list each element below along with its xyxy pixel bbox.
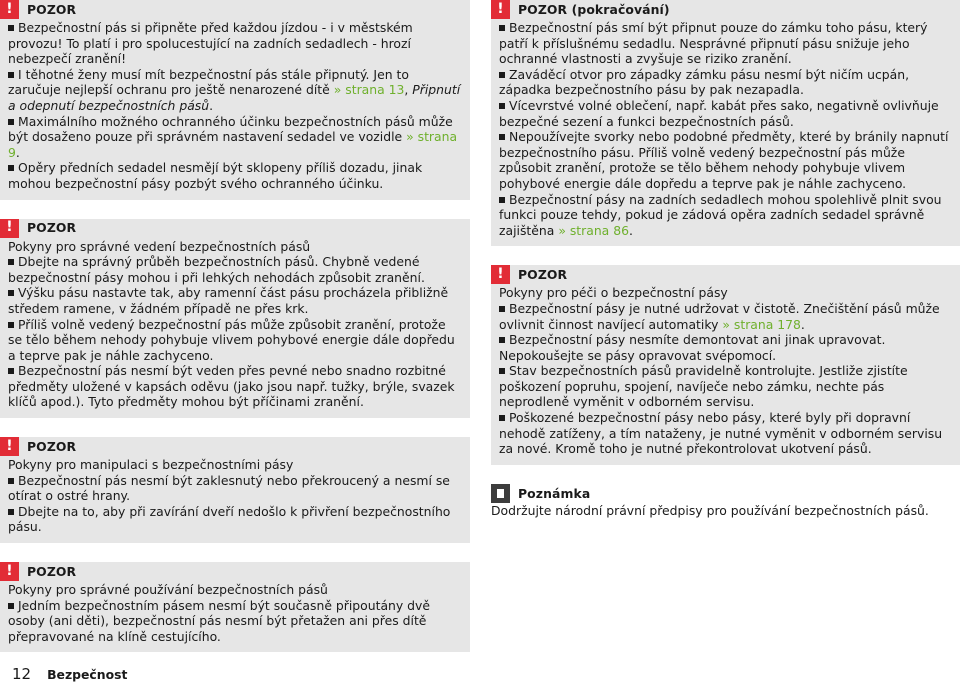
list-item: Dbejte na správný průběh bezpečnostních pásů. Chybně vedené bezpečnostní pásy mohou i při lehkých nehodách způsobit zranění. (8, 254, 425, 285)
warning-icon: ! (0, 219, 19, 238)
list-item: Vícevrstvé volné oblečení, např. kabát přes sako, negativně ovlivňuje bezpečné sezení a funkci bezpečnostních pásů. (499, 97, 939, 129)
warning-title: POZOR (27, 1, 77, 17)
left-column (0, 0, 470, 671)
list-item: Bezpečnostní pás smí být připnut pouze do zámku toho pásu, který patří k příslušnému sedadlu. Nesprávné připnutí pásu snižuje jeho ochranné vlastnosti a zvyšuje se riziko zranění. (499, 20, 928, 67)
warning-header (0, 219, 462, 238)
list-item: Bezpečnostní pásy na zadních sedadlech mohou spolehlivě plnit svou funkci pouze tehdy, pokud je zádová opěra zadních sedadel správně zajištěna » strana 86. (499, 191, 942, 238)
bullet-icon (499, 197, 505, 203)
warning-box-continued (491, 0, 960, 246)
warning-title: POZOR (27, 563, 77, 579)
list-item: Zaváděcí otvor pro západky zámku pásu nesmí být ničím ucpán, západka bezpečnostního pásu by pak nezapadla. (499, 66, 910, 98)
warning-header (491, 0, 952, 19)
list-item: Bezpečnostní pás nesmí být veden přes pevné nebo snadno rozbitné předměty uložené v kapsách oděvu (jako jsou např. tužky, brýle, svazek klíčů apod.). Tyto předměty mohou být příčinami zranění. (8, 363, 455, 410)
warning-box-seatbelt-general (0, 0, 470, 200)
page-reference-link[interactable]: » strana 178 (722, 316, 801, 332)
list-item: Bezpečnostní pásy nesmíte demontovat ani jinak upravovat. Nepokoušejte se pásy opravovat svépomocí. (499, 332, 886, 363)
list-item: Bezpečnostní pásy je nutné udržovat v čistotě. Znečištění pásů může ovlivnit činnost navíjecí automatiky » strana 178. (499, 300, 940, 332)
warning-box-belt-usage (0, 562, 470, 652)
list-item: Nepoužívejte svorky nebo podobné předměty, které by bránily napnutí bezpečnostního pásu. Příliš volně vedený bezpečnostní pás může způsobit zranění, protože se tělo během nehody pohybuje vlivem pohybové energie dále dopředu a teprve pak je náhle zachyceno. (499, 129, 949, 191)
warning-header (0, 437, 462, 456)
warning-subtitle: Pokyny pro manipulaci s bezpečnostními pásy (8, 457, 294, 473)
warning-header (491, 265, 952, 284)
section-reference: Připnutí a odepnutí bezpečnostních pásů (8, 82, 461, 113)
bullet-icon (8, 478, 14, 484)
list-item: Příliš volně vedený bezpečnostní pás může způsobit zranění, protože se tělo během nehody pohybuje vlivem pohybové energie dále dopředu a teprve pak je náhle zachyceno. (8, 316, 455, 363)
page-reference-link[interactable]: » strana 86 (558, 222, 629, 238)
list-item: Jedním bezpečnostním pásem nesmí být současně připoutány dvě osoby (ani děti), bezpečnostní pás nesmí být přetažen ani přes dítě přepravované na klíně cestujícího. (8, 597, 430, 644)
list-item: Výšku pásu nastavte tak, aby ramenní část pásu procházela přibližně středem ramene, v žádném případě ne přes krk. (8, 285, 449, 316)
bullet-icon (8, 119, 14, 125)
note-box (491, 484, 960, 519)
warning-icon: ! (0, 562, 19, 581)
bullet-icon (499, 337, 505, 343)
warning-icon: ! (0, 437, 19, 456)
note-header (491, 484, 960, 503)
warning-title: POZOR (pokračování) (518, 1, 670, 17)
bullet-icon (8, 72, 14, 78)
warning-box-belt-care (491, 265, 960, 465)
warning-box-belt-handling (0, 437, 470, 543)
page-footer (12, 665, 127, 683)
bullet-icon (499, 306, 505, 312)
bullet-icon (8, 290, 14, 296)
bullet-icon (8, 165, 14, 171)
list-item: Dbejte na to, aby při zavírání dveří nedošlo k přivření bezpečnostního pásu. (8, 503, 451, 535)
warning-icon: ! (491, 265, 510, 284)
bullet-icon (499, 134, 505, 140)
note-icon (491, 484, 510, 503)
bullet-icon (499, 415, 505, 421)
warning-icon: ! (0, 0, 19, 19)
warning-header (0, 0, 462, 19)
note-title: Poznámka (518, 485, 591, 501)
warning-title: POZOR (27, 438, 77, 454)
warning-header (0, 562, 462, 581)
bullet-icon (8, 25, 14, 31)
bullet-icon (8, 603, 14, 609)
bullet-icon (8, 259, 14, 265)
bullet-icon (8, 322, 14, 328)
section-name: Bezpečnost (47, 666, 128, 682)
list-item: Maximálního možného ochranného účinku bezpečnostních pásů může být dosaženo pouze při správném nastavení sedadel ve vozidle » strana 9. (8, 113, 458, 160)
page-number: 12 (12, 665, 32, 683)
bullet-icon (499, 103, 505, 109)
list-item: Bezpečnostní pás nesmí být zaklesnutý nebo překroucený a nesmí se otírat o ostré hrany. (8, 472, 450, 504)
bullet-icon (499, 72, 505, 78)
warning-box-belt-routing (0, 219, 470, 419)
note-text: Dodržujte národní právní předpisy pro používání bezpečnostních pásů. (491, 502, 929, 518)
warning-subtitle: Pokyny pro péči o bezpečnostní pásy (499, 285, 728, 301)
warning-icon: ! (491, 0, 510, 19)
bullet-icon (8, 509, 14, 515)
list-item: Poškozené bezpečnostní pásy nebo pásy, které byly při dopravní nehodě zatíženy, a tím nataženy, je nutné vyměnit v odborném servisu za nové. Kromě toho je nutné překontrolovat ukotvení pásů. (499, 410, 943, 457)
list-item: I těhotné ženy musí mít bezpečnostní pás stále připnutý. Jen to zaručuje nejlepší ochranu pro ještě nenarozené dítě » strana 13, Připnutí a odepnutí bezpečnostních pásů. (8, 66, 461, 113)
warning-title: POZOR (518, 267, 568, 283)
list-item: Opěry předních sedadel nesmějí být sklopeny příliš dozadu, jinak mohou bezpečnostní pásy pozbýt svého ochranného účinku. (8, 160, 423, 191)
bullet-icon (499, 25, 505, 31)
warning-subtitle: Pokyny pro správné používání bezpečnostních pásů (8, 582, 328, 598)
warning-title: POZOR (27, 220, 77, 236)
bullet-icon (8, 368, 14, 374)
warning-subtitle: Pokyny pro správné vedení bezpečnostních pásů (8, 238, 311, 254)
right-column (491, 0, 960, 518)
list-item: Stav bezpečnostních pásů pravidelně kontrolujte. Jestliže zjistíte poškození popruhu, spojení, navíječe nebo zámku, nechte pás neprodleně vyměnit v odborném servisu. (499, 363, 908, 410)
page-reference-link[interactable]: » strana 13 (333, 82, 405, 98)
list-item: Bezpečnostní pás si připněte před každou jízdou - i v městském provozu! To platí i pro spolucestující na zadních sedadlech - hrozí nebezpečí zranění! (8, 20, 413, 67)
page-reference-link[interactable]: » strana 9 (8, 129, 458, 160)
bullet-icon (499, 368, 505, 374)
